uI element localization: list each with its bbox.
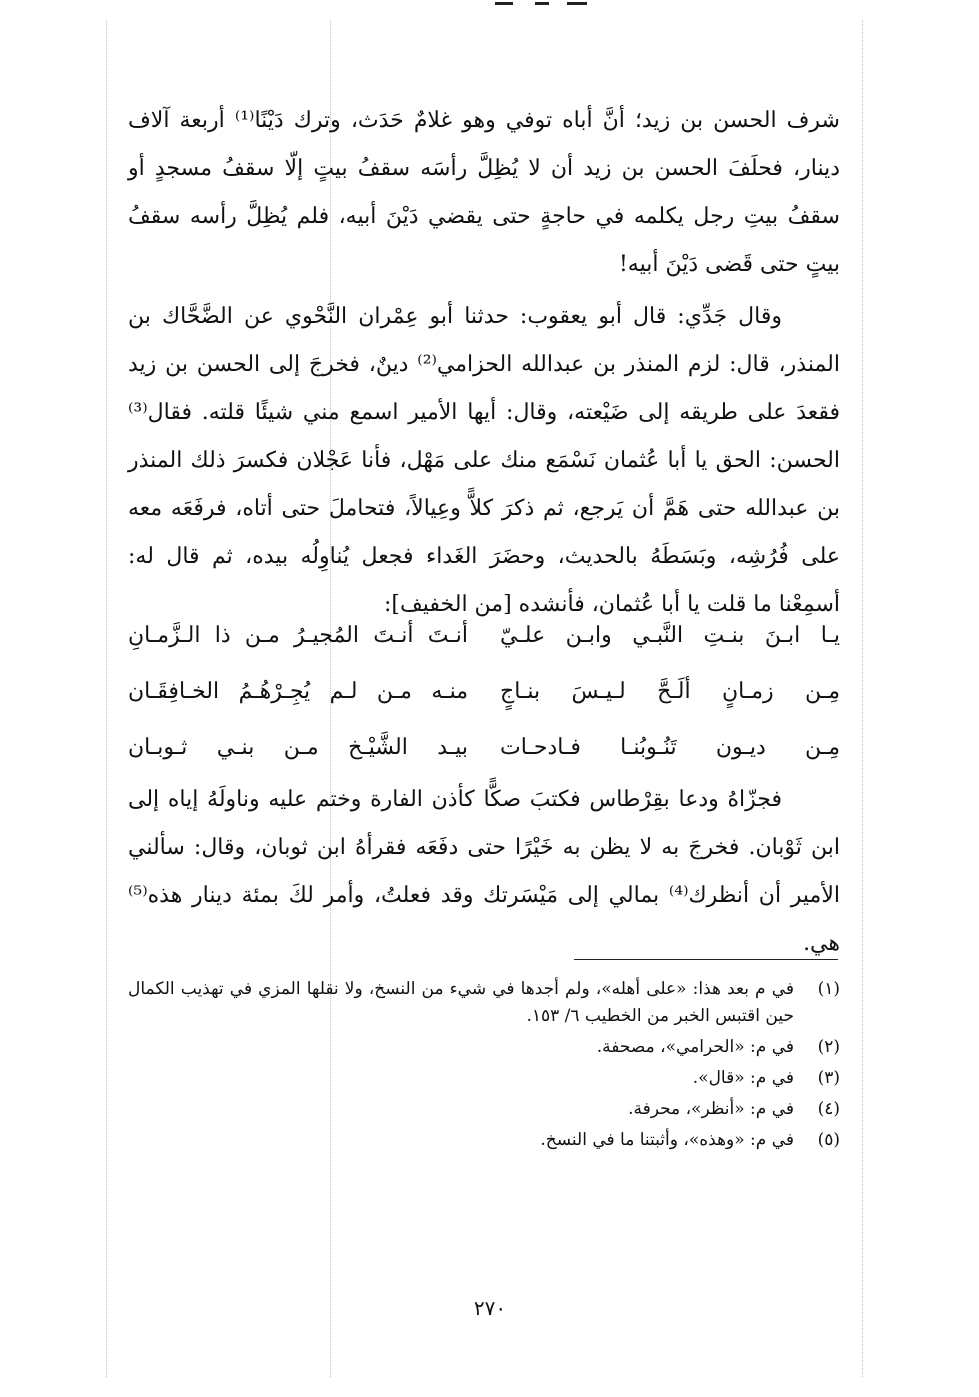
verse-line: [128, 612, 840, 668]
footnote-number: (١): [817, 979, 840, 999]
paragraph-2: وقال جَدِّي: قال أبو يعقوب: حدثنا أبو عِمْران النَّحْوي عن الضَّحَّاك بن المنذر، قال: لزم المنذر بن عبدالله الحزامي⁽²⁾ دينٌ، فخرجَ إلى الحسن بن زيد فقعدَ على طريقه إلى ضَيْعته، وقال: أيها الأمير اسمع مني شيئًا قلته. فقال⁽³⁾ الحسن: الحق يا أبا عُثمان نَسْمَع منك على مَهْل، فأنا عَجْلان فكسرَ ذلك المنذر بن عبدالله حتى هَمَّ أن يَرجع، ثم ذكرَ كلاًّ وعِيالاً، فتحاملَ حتى أتاه، فرفَعَه معه على فُرُشِه، وبَسَطَهُ بالحديث، وحضَرَ الغَداء فجعل يُناوِلُه بيده، ثم قال له: أسمِعْنا ما قلت يا أبا عُثمان، فأنشده [من الخفيف]:: [128, 304, 841, 617]
footnote-number: (٢): [817, 1037, 840, 1057]
footnote-text: في م: «أنظر»، محرفة.: [628, 1099, 794, 1119]
verse-first-hemistich: مِـن ديـون تَنُـوبُنـا فـادحـات: [500, 735, 840, 760]
verse-line: [128, 668, 840, 724]
footnote-number: (٤): [817, 1099, 840, 1119]
paragraph-1: شرف الحسن بن زيد؛ أنَّ أباه توفي وهو غلامٌ حَدَث، وترك دَيْنًا⁽¹⁾ أربعة آلاف دينار، فحلَفَ الحسن بن زيد أن لا يُظِلَّ رأسَه سقفُ بيتٍ إلّا سقفُ مسجدٍ أو سقفُ بيتِ رجل يكلمه في حاجةٍ حتى يقضي دَيْنَ أبيه، فلم يُظِلَّ رأسه سقفُ بيتٍ حتى قَضى دَيْنَ أبيه!: [128, 108, 841, 277]
verse-line: [128, 724, 840, 780]
footnote-text: في م: «الحرامي»، مصحفة.: [596, 1037, 794, 1057]
footnote-number: (٣): [817, 1068, 840, 1088]
footnote: [128, 1065, 840, 1092]
footnote: [128, 1096, 840, 1123]
footnote-text: في م: «قال».: [692, 1068, 794, 1088]
verse-second-hemistich: بيـد الشَّيْـخ مـن بنـي ثـوبـان: [128, 735, 468, 760]
footnote-number: (٥): [817, 1130, 840, 1150]
left-dotted-rule: [106, 20, 107, 1377]
footnotes: [128, 976, 840, 1154]
verse-first-hemistich: مِـن زمـانٍ ألَـحَّ لـيـسَ بنـاجٍ: [500, 679, 840, 704]
paragraph-3: فجزّاهُ ودعا بقِرْطاس فكتبَ صكًّا كأذن الفارة وختم عليه وناولَهُ إياه إلى ابن ثَوْبان. فخرجَ به لا يظن به خَيْرًا حتى دفَعَه فقرأهُ ابن ثوبان، وقال: سألني الأمير أن أنظرك⁽⁴⁾ بمالي إلى مَيْسَرتك وقد فعلتُ، وأمر لكَ بمئة دينار هذه⁽⁵⁾ هي.: [128, 787, 840, 956]
footnote: [128, 1127, 840, 1154]
footnote: [128, 976, 840, 1030]
verse-first-hemistich: يـا ابـنَ بنـتِ النَّبـي وابـن علـيّ: [500, 623, 840, 648]
verse-second-hemistich: أنـتَ أنـتَ المُجيـرُ مـن ذا الـزَّمـانِ: [128, 623, 468, 648]
footnote-separator: [574, 959, 838, 960]
verse-second-hemistich: منـه مـن لـم يُجِـرْهُـمُ الخـافِقَـان: [128, 679, 468, 704]
poem: [128, 612, 840, 780]
footnote-text: في م: «وهذه»، وأثبتنا ما في النسخ.: [540, 1130, 794, 1150]
footnote-text: في م بعد هذا: «على أهله»، ولم أجدها في شيء من النسخ، ولا نقلها المزي في تهذيب الكمال حين اقتبس الخبر من الخطيب ٦/ ١٥٣.: [128, 979, 794, 1026]
footnote: [128, 1034, 840, 1061]
page-number: ٢٧٠: [473, 1296, 507, 1320]
right-dotted-rule: [862, 20, 863, 1377]
main-text: [128, 0, 840, 960]
